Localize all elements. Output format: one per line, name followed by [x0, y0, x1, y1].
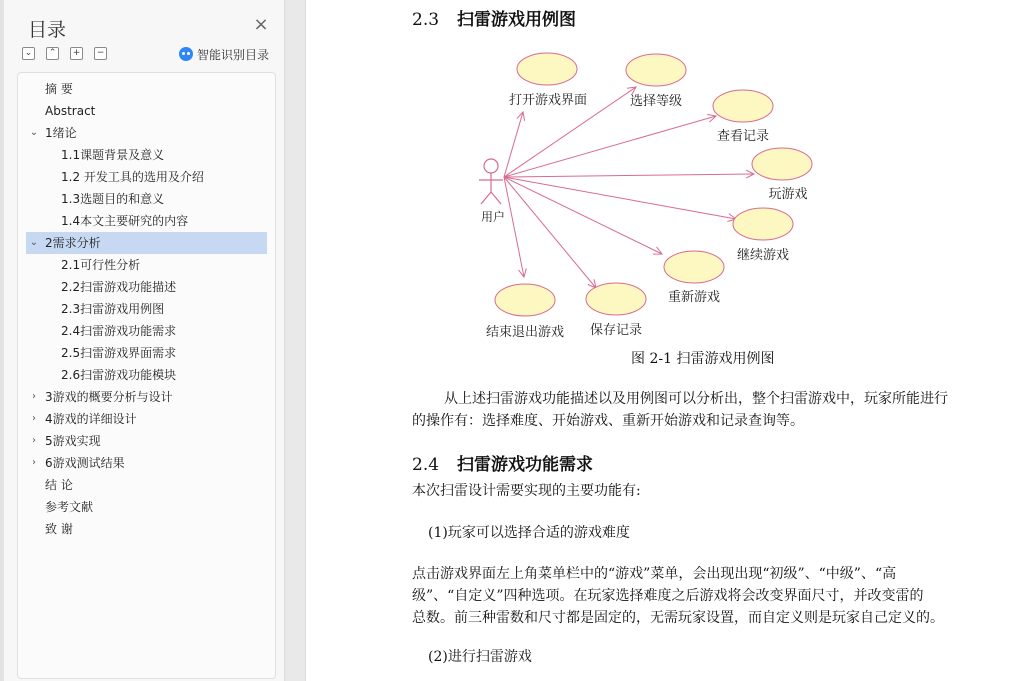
chevron-down-icon[interactable]: ⌄ [29, 127, 39, 138]
chevron-right-icon[interactable]: › [32, 413, 36, 424]
toc-item[interactable] [26, 254, 267, 276]
section-heading-2-3 [412, 5, 576, 30]
toc-item-label: 5游戏实现 [45, 434, 101, 448]
use-case-label: 继续游戏 [736, 248, 790, 263]
toc-item-label: 2需求分析 [45, 236, 101, 250]
toc-item-label: 2.5扫雷游戏界面需求 [61, 346, 177, 360]
document-page [305, 0, 1023, 681]
toc-item[interactable] [26, 144, 267, 166]
intro-text: 本次扫雷设计需要实现的主要功能有: [412, 483, 641, 499]
toc-item-label: 4游戏的详细设计 [45, 412, 137, 426]
toc-item[interactable] [26, 364, 267, 386]
paragraph-line: 级”、“自定义”四种选项。在玩家选择难度之后游戏将会改变界面尺寸，并改变雷的 [412, 588, 924, 604]
use-case-label: 结束退出游戏 [485, 325, 565, 340]
use-case-label: 查看记录 [716, 129, 770, 144]
list-item-2: (2)进行扫雷游戏 [428, 649, 532, 665]
use-case-ellipse [752, 148, 812, 180]
toc-item[interactable] [26, 320, 267, 342]
toc-item-label: Abstract [45, 104, 96, 118]
toc-item-label: 6游戏测试结果 [45, 456, 125, 470]
toc-item-label: 2.4扫雷游戏功能需求 [61, 324, 177, 338]
toc-item-label: 结 论 [45, 478, 73, 492]
toc-item-label: 2.1可行性分析 [61, 258, 141, 272]
toc-item[interactable] [26, 210, 267, 232]
toc-item-label: 1.1课题背景及意义 [61, 148, 165, 162]
section-title: 扫雷游戏功能需求 [457, 455, 594, 475]
association-line [504, 174, 754, 177]
toc-item[interactable] [26, 166, 267, 188]
toc-panel [0, 0, 285, 681]
association-line [504, 177, 662, 254]
use-case-label: 保存记录 [589, 323, 643, 338]
association-line [504, 177, 596, 288]
use-case-label: 重新游戏 [667, 290, 721, 305]
actor-figure [479, 159, 505, 224]
smart-toc-label: 智能识别目录 [197, 47, 270, 62]
toc-item[interactable] [26, 232, 267, 254]
actor-label: 用户 [480, 210, 506, 224]
figure-caption: 图 2-1 扫雷游戏用例图 [631, 351, 775, 367]
use-case-ellipse [713, 90, 773, 122]
section-number: 2.4 [412, 455, 440, 475]
use-case-diagram [466, 40, 826, 350]
toc-item-label: 1.2 开发工具的选用及介绍 [61, 170, 204, 184]
collapse-all-icon[interactable]: ⌄ [22, 47, 35, 60]
toc-item[interactable] [26, 452, 267, 474]
chevron-down-icon[interactable]: ⌄ [29, 237, 39, 248]
toc-item-label: 2.3扫雷游戏用例图 [61, 302, 165, 316]
panel-edge [0, 0, 4, 681]
toc-item[interactable] [26, 386, 267, 408]
use-case-ellipse [733, 208, 793, 240]
toc-item[interactable] [26, 298, 267, 320]
toc-item-label: 摘 要 [45, 82, 73, 96]
toc-item[interactable] [26, 408, 267, 430]
expand-all-icon[interactable]: ⌃ [46, 47, 59, 60]
close-icon[interactable]: × [253, 14, 269, 35]
use-case-ellipse [626, 54, 686, 86]
toc-item[interactable] [26, 496, 267, 518]
paragraph-line: 总数。前三种雷数和尺寸都是固定的，无需玩家设置，而自定义则是玩家自己定义的。 [412, 610, 944, 626]
toc-item[interactable] [26, 276, 267, 298]
section-heading-2-4 [412, 450, 593, 475]
toc-item-label: 2.6扫雷游戏功能模块 [61, 368, 177, 382]
use-case-ellipse [495, 284, 555, 316]
use-case-label: 玩游戏 [768, 187, 808, 202]
actor-part [484, 159, 498, 173]
toc-title: 目录 [28, 19, 67, 41]
paragraph-line: 点击游戏界面左上角菜单栏中的“游戏”菜单，会出现出现“初级”、“中级”、“高 [412, 566, 897, 582]
actor-part [491, 192, 501, 204]
section-title: 扫雷游戏用例图 [457, 10, 577, 30]
toc-item[interactable] [26, 122, 267, 144]
association-line [504, 112, 523, 177]
list-item-1: (1)玩家可以选择合适的游戏难度 [428, 525, 630, 541]
toc-item-label: 致 谢 [45, 522, 73, 536]
use-case-ellipse [517, 53, 577, 85]
paragraph-line: 从上述扫雷游戏功能描述以及用例图可以分析出，整个扫雷游戏中，玩家所能进行 [444, 391, 948, 407]
smart-toc-button[interactable] [179, 46, 269, 62]
actor-part [481, 192, 491, 204]
toc-item-label: 2.2扫雷游戏功能描述 [61, 280, 177, 294]
toc-item-label: 3游戏的概要分析与设计 [45, 390, 173, 404]
use-case-label: 打开游戏界面 [508, 93, 588, 108]
association-line [504, 116, 716, 177]
toc-list [17, 72, 276, 679]
association-line [504, 177, 736, 219]
remove-heading-icon[interactable]: − [94, 47, 107, 60]
chevron-right-icon[interactable]: › [32, 435, 36, 446]
toc-item[interactable] [26, 430, 267, 452]
toc-item-label: 1.3选题目的和意义 [61, 192, 165, 206]
toc-item-label: 1绪论 [45, 126, 77, 140]
toc-item[interactable] [26, 100, 267, 122]
use-case-label: 选择等级 [629, 94, 683, 109]
toc-item[interactable] [26, 474, 267, 496]
use-case-ellipse [586, 283, 646, 315]
toc-item[interactable] [26, 188, 267, 210]
toc-item[interactable] [26, 518, 267, 540]
smart-robot-icon [179, 47, 193, 61]
toc-item[interactable] [26, 78, 267, 100]
toc-item[interactable] [26, 342, 267, 364]
chevron-right-icon[interactable]: › [32, 391, 36, 402]
association-line [504, 177, 524, 277]
use-case-ellipse [664, 251, 724, 283]
toc-item-label: 参考文献 [45, 500, 94, 514]
add-heading-icon[interactable]: + [70, 47, 83, 60]
section-number: 2.3 [412, 10, 440, 30]
paragraph-line: 的操作有：选择难度、开始游戏、重新开始游戏和记录查询等。 [412, 413, 804, 429]
chevron-right-icon[interactable]: › [32, 457, 36, 468]
toc-item-label: 1.4本文主要研究的内容 [61, 214, 189, 228]
